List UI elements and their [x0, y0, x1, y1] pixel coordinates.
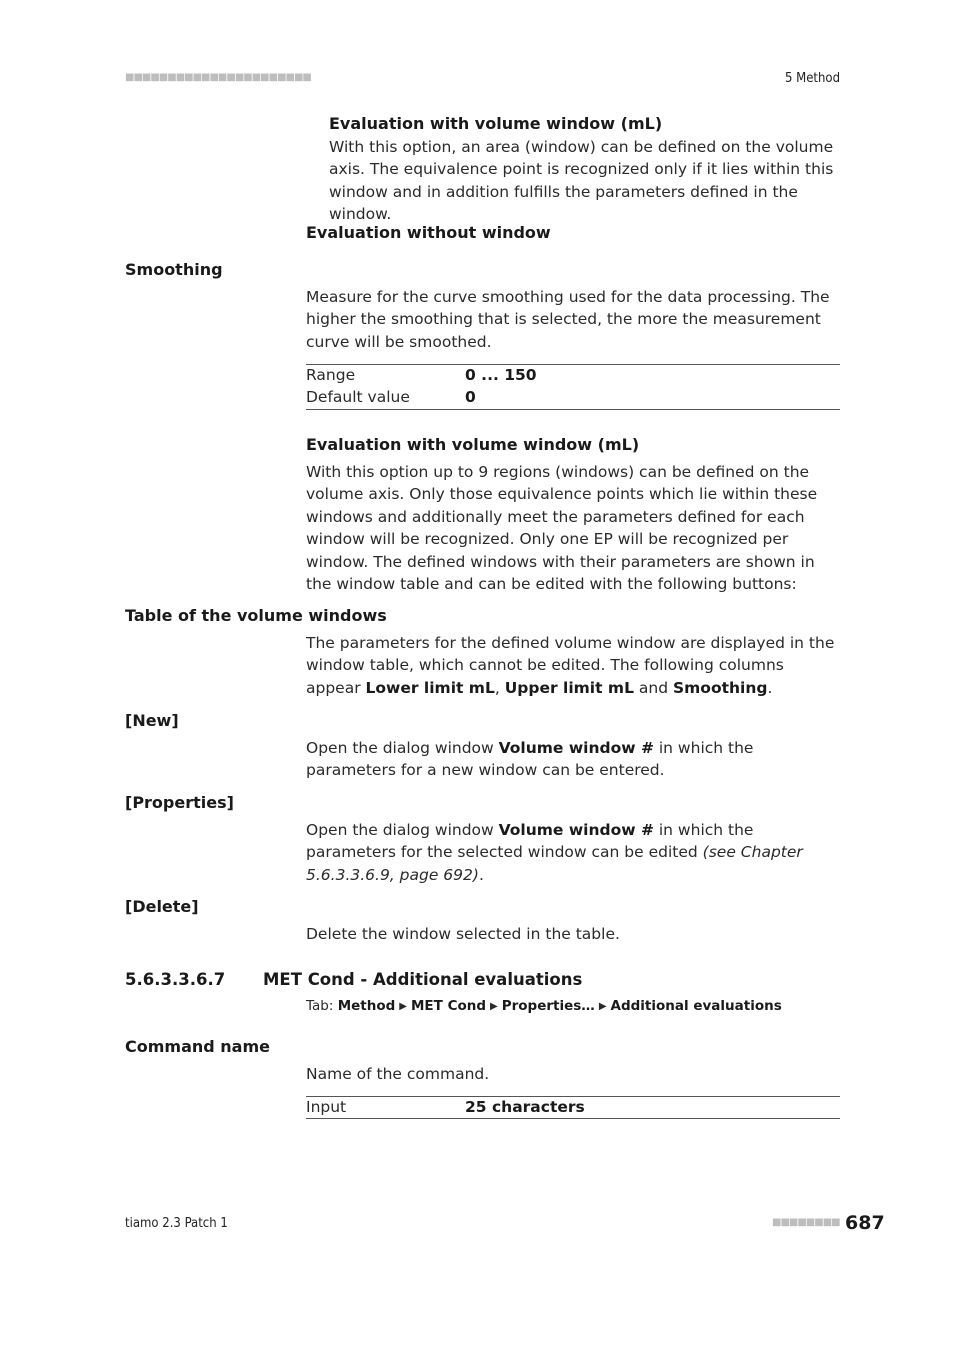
eval-volume-text: With this option up to 9 regions (windows) can be defined on the volume axis. Only those equivalence points which lie within these windows and additionally meet the parameters defined for each window will be recognized. Only one EP will be recognized per window. The defined windows with their parameters are shown in the window table and can be edited with the following buttons: [306, 463, 818, 594]
range-label: Range [306, 366, 356, 384]
footer-decoration: ■■■■■■■■ [772, 1217, 840, 1228]
smoothing-text: Measure for the curve smoothing used for the data processing. The higher the smoothing that is selected, the more the measurement curve will be smoothed. [306, 288, 830, 351]
chapter-title: 5 Method [784, 71, 840, 86]
delete-button-label: [Delete] [125, 897, 199, 916]
input-value: 25 characters [465, 1098, 585, 1116]
default-value-label: Default value [306, 388, 410, 406]
default-value: 0 [465, 388, 476, 406]
section-title: MET Cond - Additional evaluations [263, 970, 583, 989]
table-bottom-rule [306, 409, 840, 410]
new-button-label: [New] [125, 711, 179, 730]
properties-button-description: Open the dialog window Volume window # in which the parameters for the selected window can be edited (see Chapter 5.6.3.3.6.9, page 692). [306, 821, 803, 884]
triangle-right-icon: ▶ [399, 1001, 407, 1012]
input-label: Input [306, 1098, 347, 1116]
intro-heading: Evaluation with volume window (mL) [329, 114, 663, 133]
triangle-right-icon: ▶ [598, 1001, 607, 1012]
eval-volume-heading: Evaluation with volume window (mL) [306, 435, 640, 454]
new-button-description: Open the dialog window Volume window # in which the parameters for a new window can be entered. [306, 739, 754, 780]
properties-button-label: [Properties] [125, 793, 234, 812]
command-name-text: Name of the command. [306, 1065, 490, 1083]
command-name-label: Command name [125, 1037, 270, 1056]
intro-text: With this option, an area (window) can be defined on the volume axis. The equivalence point is recognized only if it lies within this window and in addition fulfills the parameters defined in the window. [329, 138, 834, 224]
input-table-top-rule [306, 1096, 840, 1097]
table-top-rule [306, 364, 840, 365]
page-number: 687 [845, 1212, 885, 1234]
chapter-reference-link[interactable]: (see Chapter 5.6.3.3.6.9, page 692) [306, 843, 803, 884]
table-windows-label: Table of the volume windows [125, 606, 387, 625]
footer-product: tiamo 2.3 Patch 1 [125, 1216, 228, 1231]
input-table-bottom-rule [306, 1118, 840, 1119]
smoothing-label: Smoothing [125, 260, 223, 279]
eval-without-window-heading: Evaluation without window [306, 223, 551, 242]
header-decoration: ■■■■■■■■■■■■■■■■■■■■■■ [125, 72, 311, 83]
section-number: 5.6.3.3.6.7 [125, 970, 226, 989]
table-windows-text: The parameters for the defined volume window are displayed in the window table, which cannot be edited. The following columns appear Lower limit mL, Upper limit mL and Smoothing. [306, 634, 835, 697]
range-value: 0 ... 150 [465, 366, 537, 384]
delete-button-description: Delete the window selected in the table. [306, 925, 620, 943]
triangle-right-icon: ▶ [490, 1001, 498, 1012]
tab-path: Tab: Method ▶ MET Cond ▶ Properties… ▶ Additional evaluations [306, 998, 782, 1014]
